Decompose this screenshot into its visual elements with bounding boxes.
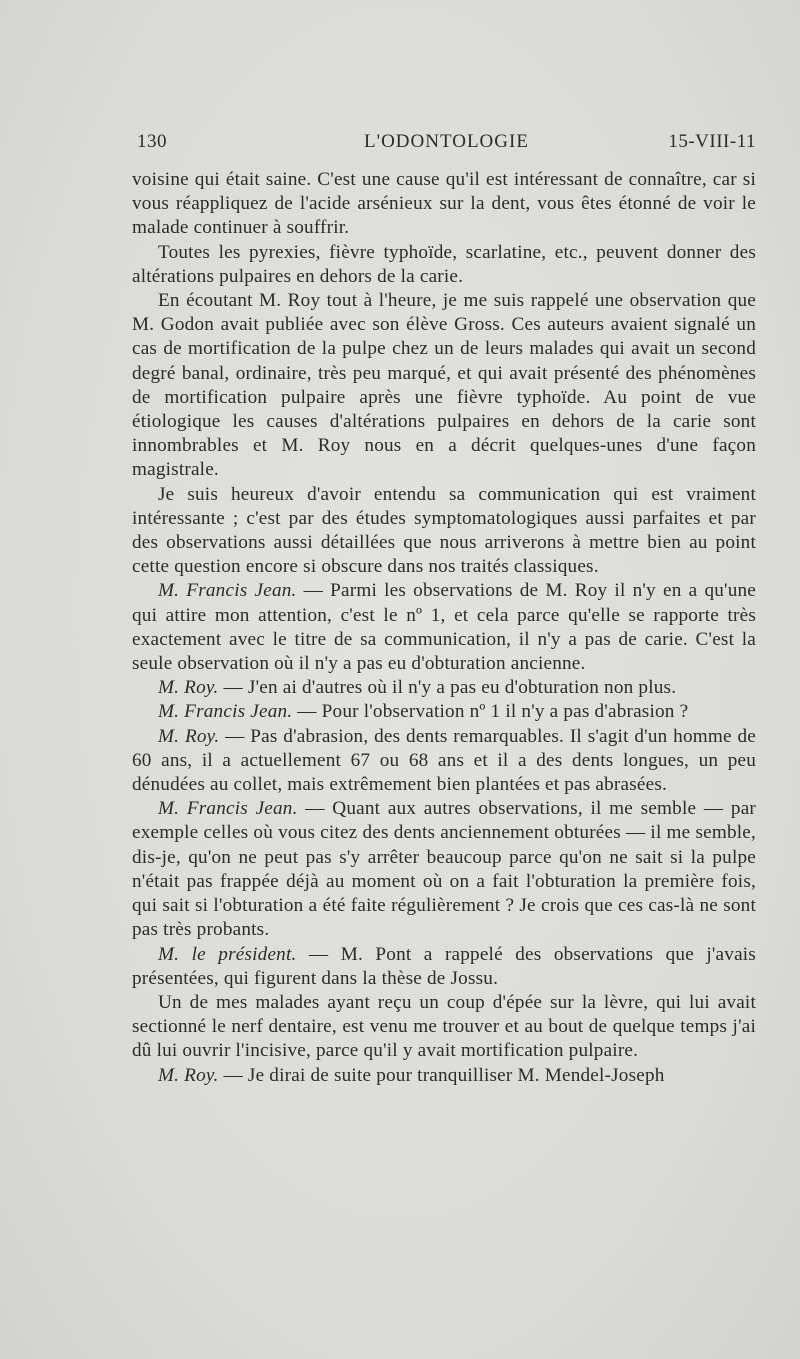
paragraph xyxy=(132,1064,756,1088)
journal-title: L'ODONTOLOGIE xyxy=(364,131,529,152)
speaker-name: M. Roy. xyxy=(158,1064,219,1086)
issue-date: 15-VIII-11 xyxy=(668,131,756,152)
paragraph-text: Toutes les pyrexies, fièvre typhoïde, scarlatine, etc., peuvent donner des altérations pulpaires en dehors de la carie. xyxy=(132,241,756,287)
paragraph-text: — Pas d'abrasion, des dents remarquables. Il s'agit d'un homme de 60 ans, il a actuellement 67 ou 68 ans et il a des dents longues, un peu dénudées au collet, mais extrêmement bien plantées et pas abrasées. xyxy=(132,725,757,796)
paragraph-text: Je suis heureux d'avoir entendu sa communication qui est vraiment intéressante ; c'est par des études symptomatologiques aussi parfaites et par des observations aussi détaillées que nous arriverons à mettre bien au point cette question encore si obscure dans nos traités classiques. xyxy=(132,483,756,578)
body-text xyxy=(132,168,756,1088)
paragraph xyxy=(132,483,756,580)
speaker-name: M. le président. xyxy=(158,943,297,965)
paragraph-text: — J'en ai d'autres où il n'y a pas eu d'obturation non plus. xyxy=(218,677,677,699)
paragraph xyxy=(132,725,756,798)
paragraph-text: — Je dirai de suite pour tranquilliser M. Mendel-Joseph xyxy=(218,1064,665,1086)
paragraph xyxy=(132,241,756,289)
paragraph-text: — Quant aux autres observations, il me semble — par exemple celles où vous citez des dents anciennement obturées — il me semble, dis-je, qu'on ne peut pas s'y arrêter beaucoup parce qu'on ne sait si la pulpe n'était pas frappée déjà au moment où on a fait l'obturation la première fois, qui sait si l'obturation a été faite régulièrement ? Je crois que ces cas-là ne sont pas très probants. xyxy=(132,798,757,941)
paragraph-text: Un de mes malades ayant reçu un coup d'épée sur la lèvre, qui lui avait sectionné le nerf dentaire, est venu me trouver et au bout de quelque temps j'ai dû lui ouvrir l'incisive, parce qu'il y avait mortification pulpaire. xyxy=(132,991,756,1062)
paragraph-text: — Pour l'observation nº 1 il n'y a pas d'abrasion ? xyxy=(292,701,689,723)
paragraph-text: En écoutant M. Roy tout à l'heure, je me suis rappelé une observation que M. Godon avait publiée avec son élève Gross. Ces auteurs avaient signalé un cas de mortification de la pulpe chez un de leurs malades qui avait un second degré banal, ordinaire, très peu marqué, et qui avait présenté des phénomènes de mortification pulpaire après une fièvre typhoïde. Au point de vue étiologique les causes d'altérations pulpaires en dehors de la carie sont innombrables et M. Roy nous en a décrit quelques-unes d'une façon magistrale. xyxy=(132,290,756,481)
page-number: 130 xyxy=(137,131,167,152)
paragraph xyxy=(132,943,756,991)
paragraph xyxy=(132,168,756,241)
paragraph-text: — M. Pont a rappelé des observations que j'avais présentées, qui figurent dans la thèse de Jossu. xyxy=(132,943,756,989)
speaker-name: M. Francis Jean. xyxy=(158,701,293,723)
running-header xyxy=(137,131,756,157)
paragraph xyxy=(132,700,756,724)
paragraph xyxy=(132,579,756,676)
paragraph-text: voisine qui était saine. C'est une cause qu'il est intéressant de connaître, car si vous réappliquez de l'acide arsénieux sur la dent, vous êtes étonné de voir le malade continuer à souffrir. xyxy=(132,169,756,239)
paragraph-text: — Parmi les observations de M. Roy il n'y en a qu'une qui attire mon attention, c'est le nº 1, et cela parce qu'elle se rapporte très exactement avec le titre de sa communication, il n'y a pas de carie. C'est la seule observation où il n'y a pas eu d'obturation ancienne. xyxy=(132,580,757,675)
paragraph xyxy=(132,991,756,1064)
speaker-name: M. Roy. xyxy=(158,677,219,699)
paragraph xyxy=(132,797,756,942)
paragraph xyxy=(132,676,756,700)
speaker-name: M. Roy. xyxy=(158,725,220,747)
speaker-name: M. Francis Jean. xyxy=(158,580,297,602)
speaker-name: M. Francis Jean. xyxy=(158,798,298,820)
paragraph xyxy=(132,289,756,483)
